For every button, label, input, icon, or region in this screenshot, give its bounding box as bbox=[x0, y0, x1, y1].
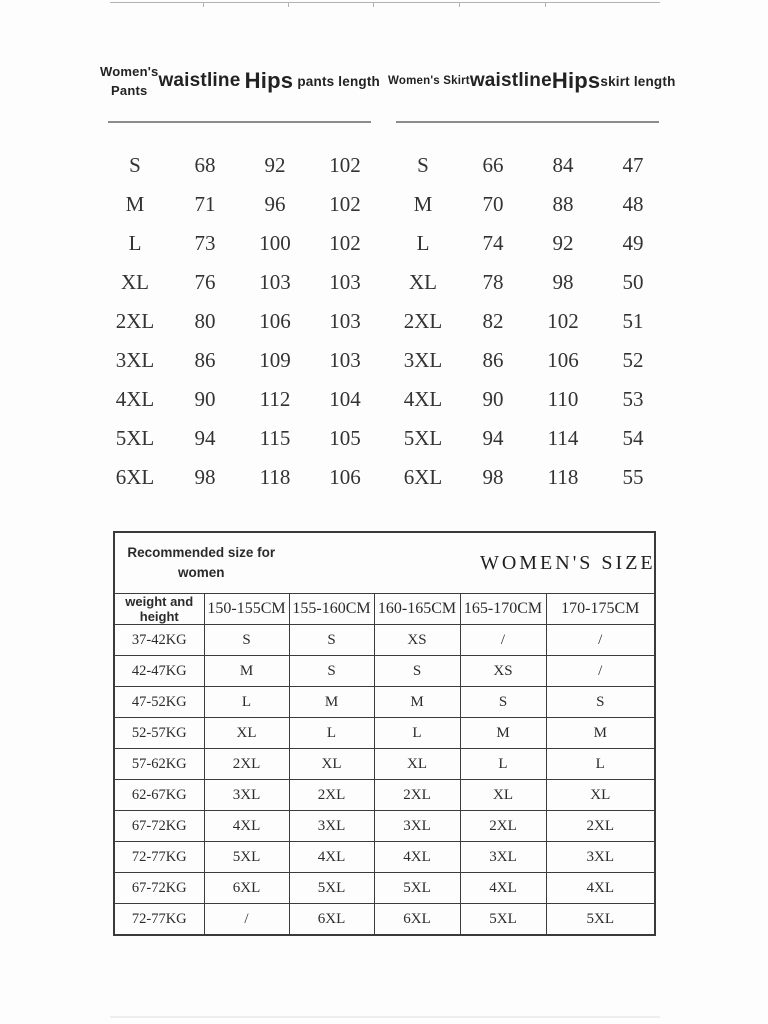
size-label: 6XL bbox=[115, 465, 155, 489]
waistline-value: 78 bbox=[482, 270, 504, 294]
size-cell: XL bbox=[289, 749, 374, 780]
waistline-value: 66 bbox=[482, 153, 504, 177]
size-row bbox=[388, 263, 668, 302]
column-header-170-175: 170-175CM bbox=[546, 594, 655, 625]
size-cell: / bbox=[546, 656, 655, 687]
pants-length-value: 103 bbox=[329, 348, 361, 372]
size-label: 4XL bbox=[403, 387, 443, 411]
skirt-length-value: 53 bbox=[622, 387, 644, 411]
skirt-length-value: 48 bbox=[622, 192, 644, 216]
size-row bbox=[388, 419, 668, 458]
size-label: XL bbox=[121, 270, 149, 294]
column-header-hips: Hips bbox=[551, 68, 601, 93]
column-header-pants-length: pants length bbox=[297, 73, 380, 89]
weight-range: 42-47KG bbox=[114, 656, 204, 687]
column-header-waistline: waistline bbox=[158, 70, 241, 91]
weight-range: 72-77KG bbox=[114, 904, 204, 936]
size-cell: 6XL bbox=[374, 904, 460, 936]
size-row bbox=[100, 380, 380, 419]
hips-value: 114 bbox=[547, 426, 579, 450]
hips-value: 98 bbox=[552, 270, 574, 294]
hips-value: 84 bbox=[552, 153, 574, 177]
hips-value: 96 bbox=[264, 192, 286, 216]
table-title-row bbox=[114, 532, 655, 594]
size-row bbox=[100, 185, 380, 224]
column-header-weight-height: weight and height bbox=[114, 594, 204, 625]
skirt-table-header bbox=[388, 55, 676, 107]
recommendation-row bbox=[114, 842, 655, 873]
pants-length-value: 103 bbox=[329, 309, 361, 333]
size-cell: 5XL bbox=[460, 904, 546, 936]
size-cell: 3XL bbox=[546, 842, 655, 873]
skirt-length-value: 52 bbox=[622, 348, 644, 372]
size-label: S bbox=[417, 153, 429, 177]
size-cell: L bbox=[546, 749, 655, 780]
pants-size-rows bbox=[100, 146, 380, 497]
size-row bbox=[100, 419, 380, 458]
recommendation-row bbox=[114, 873, 655, 904]
column-header-skirt-length: skirt length bbox=[600, 73, 676, 89]
waistline-value: 90 bbox=[482, 387, 504, 411]
recommendation-rows bbox=[114, 625, 655, 936]
size-row bbox=[388, 224, 668, 263]
size-cell: S bbox=[546, 687, 655, 718]
size-cell: 5XL bbox=[546, 904, 655, 936]
hips-value: 109 bbox=[259, 348, 291, 372]
column-header-160-165: 160-165CM bbox=[374, 594, 460, 625]
cropped-column-divider bbox=[288, 2, 289, 7]
size-cell: 3XL bbox=[289, 811, 374, 842]
size-cell: M bbox=[204, 656, 289, 687]
size-row bbox=[100, 263, 380, 302]
size-label: 5XL bbox=[403, 426, 443, 450]
waistline-value: 71 bbox=[194, 192, 216, 216]
size-row bbox=[100, 458, 380, 497]
hips-value: 118 bbox=[547, 465, 579, 489]
column-header-women-pants: Women's Pants bbox=[100, 64, 159, 98]
pants-measurements-table bbox=[100, 55, 380, 497]
title-line-1: Recommended size for bbox=[127, 545, 276, 560]
size-cell: M bbox=[289, 687, 374, 718]
column-header-155-160: 155-160CM bbox=[289, 594, 374, 625]
size-row bbox=[388, 185, 668, 224]
size-cell: XL bbox=[546, 780, 655, 811]
waistline-value: 86 bbox=[482, 348, 504, 372]
skirt-length-value: 47 bbox=[622, 153, 644, 177]
size-cell: 2XL bbox=[460, 811, 546, 842]
hips-value: 115 bbox=[259, 426, 291, 450]
skirt-length-value: 51 bbox=[622, 309, 644, 333]
size-cell: 5XL bbox=[204, 842, 289, 873]
cropped-column-divider bbox=[459, 2, 460, 7]
size-cell: XL bbox=[204, 718, 289, 749]
waistline-value: 90 bbox=[194, 387, 216, 411]
size-cell: 5XL bbox=[374, 873, 460, 904]
size-cell: S bbox=[374, 656, 460, 687]
weight-range: 47-52KG bbox=[114, 687, 204, 718]
header-underline bbox=[108, 121, 371, 123]
size-cell: L bbox=[374, 718, 460, 749]
pants-length-value: 103 bbox=[329, 270, 361, 294]
size-label: XL bbox=[409, 270, 437, 294]
weight-range: 67-72KG bbox=[114, 873, 204, 904]
size-cell: 3XL bbox=[460, 842, 546, 873]
size-row bbox=[388, 458, 668, 497]
size-cell: / bbox=[460, 625, 546, 656]
size-cell: XS bbox=[374, 625, 460, 656]
size-cell: 2XL bbox=[374, 780, 460, 811]
size-cell: XL bbox=[460, 780, 546, 811]
pants-length-value: 102 bbox=[329, 231, 361, 255]
size-label: S bbox=[129, 153, 141, 177]
recommendation-row bbox=[114, 904, 655, 936]
recommendation-row bbox=[114, 749, 655, 780]
table-header-row bbox=[114, 594, 655, 625]
cropped-column-divider bbox=[545, 2, 546, 7]
cropped-column-divider bbox=[203, 2, 204, 7]
size-label: M bbox=[125, 192, 145, 216]
pants-length-value: 105 bbox=[329, 426, 361, 450]
skirt-length-value: 50 bbox=[622, 270, 644, 294]
size-cell: 3XL bbox=[374, 811, 460, 842]
size-cell: M bbox=[460, 718, 546, 749]
skirt-length-value: 49 bbox=[622, 231, 644, 255]
waistline-value: 80 bbox=[194, 309, 216, 333]
pants-length-value: 104 bbox=[329, 387, 361, 411]
size-cell: L bbox=[289, 718, 374, 749]
waistline-value: 86 bbox=[194, 348, 216, 372]
size-cell: XL bbox=[374, 749, 460, 780]
cropped-column-divider bbox=[373, 2, 374, 7]
waistline-value: 82 bbox=[482, 309, 504, 333]
skirt-length-value: 55 bbox=[622, 465, 644, 489]
size-label: M bbox=[413, 192, 433, 216]
recommendation-row bbox=[114, 625, 655, 656]
waistline-value: 68 bbox=[194, 153, 216, 177]
hips-value: 103 bbox=[259, 270, 291, 294]
size-cell: 6XL bbox=[289, 904, 374, 936]
weight-range: 72-77KG bbox=[114, 842, 204, 873]
waistline-value: 98 bbox=[482, 465, 504, 489]
size-cell: 3XL bbox=[204, 780, 289, 811]
size-row bbox=[388, 380, 668, 419]
size-cell: 4XL bbox=[546, 873, 655, 904]
hips-value: 106 bbox=[259, 309, 291, 333]
table-title-left bbox=[115, 533, 287, 593]
size-row bbox=[100, 341, 380, 380]
column-header-hips: Hips bbox=[244, 68, 294, 93]
size-cell: 2XL bbox=[289, 780, 374, 811]
size-label: 4XL bbox=[115, 387, 155, 411]
recommendation-row bbox=[114, 656, 655, 687]
size-cell: 4XL bbox=[374, 842, 460, 873]
size-row bbox=[100, 302, 380, 341]
hips-value: 106 bbox=[547, 348, 579, 372]
waistline-value: 94 bbox=[482, 426, 504, 450]
size-cell: M bbox=[374, 687, 460, 718]
pants-length-value: 106 bbox=[329, 465, 361, 489]
recommendation-row bbox=[114, 780, 655, 811]
weight-range: 57-62KG bbox=[114, 749, 204, 780]
skirt-length-value: 54 bbox=[622, 426, 644, 450]
waistline-value: 74 bbox=[482, 231, 504, 255]
waistline-value: 70 bbox=[482, 192, 504, 216]
column-header-waistline: waistline bbox=[469, 70, 552, 91]
size-label: 5XL bbox=[115, 426, 155, 450]
waistline-value: 76 bbox=[194, 270, 216, 294]
size-cell: 2XL bbox=[204, 749, 289, 780]
hips-value: 112 bbox=[259, 387, 291, 411]
recommendation-row bbox=[114, 811, 655, 842]
size-cell: 4XL bbox=[204, 811, 289, 842]
size-row bbox=[388, 341, 668, 380]
size-cell: 4XL bbox=[460, 873, 546, 904]
pants-length-value: 102 bbox=[329, 192, 361, 216]
size-label: 3XL bbox=[403, 348, 443, 372]
size-label: 2XL bbox=[403, 309, 443, 333]
weight-range: 52-57KG bbox=[114, 718, 204, 749]
column-header-150-155: 150-155CM bbox=[204, 594, 289, 625]
size-label: 6XL bbox=[403, 465, 443, 489]
table-title-right: WOMEN'S SIZE bbox=[479, 551, 656, 574]
size-label: L bbox=[416, 231, 430, 255]
recommendation-row bbox=[114, 687, 655, 718]
size-row bbox=[100, 146, 380, 185]
hips-value: 110 bbox=[547, 387, 579, 411]
size-cell: / bbox=[546, 625, 655, 656]
pants-table-header bbox=[100, 55, 380, 107]
size-label: 3XL bbox=[115, 348, 155, 372]
recommendation-row bbox=[114, 718, 655, 749]
page-bottom-divider bbox=[110, 1016, 660, 1018]
size-cell: 5XL bbox=[289, 873, 374, 904]
size-cell: S bbox=[289, 625, 374, 656]
size-cell: L bbox=[460, 749, 546, 780]
size-row bbox=[388, 146, 668, 185]
column-header-165-170: 165-170CM bbox=[460, 594, 546, 625]
pants-length-value: 102 bbox=[329, 153, 361, 177]
size-cell: S bbox=[460, 687, 546, 718]
hips-value: 118 bbox=[259, 465, 291, 489]
size-cell: S bbox=[204, 625, 289, 656]
size-row bbox=[388, 302, 668, 341]
size-cell: L bbox=[204, 687, 289, 718]
size-cell: 6XL bbox=[204, 873, 289, 904]
recommended-size-table bbox=[113, 531, 656, 936]
hips-value: 92 bbox=[552, 231, 574, 255]
size-cell: M bbox=[546, 718, 655, 749]
hips-value: 102 bbox=[547, 309, 579, 333]
skirt-measurements-table bbox=[388, 55, 676, 497]
waistline-value: 73 bbox=[194, 231, 216, 255]
hips-value: 100 bbox=[259, 231, 291, 255]
header-underline bbox=[396, 121, 659, 123]
size-label: 2XL bbox=[115, 309, 155, 333]
hips-value: 88 bbox=[552, 192, 574, 216]
size-cell: / bbox=[204, 904, 289, 936]
size-cell: 2XL bbox=[546, 811, 655, 842]
cropped-table-border bbox=[110, 2, 660, 3]
title-line-2: women bbox=[177, 565, 225, 580]
weight-range: 67-72KG bbox=[114, 811, 204, 842]
size-cell: 4XL bbox=[289, 842, 374, 873]
size-cell: S bbox=[289, 656, 374, 687]
column-header-women-skirt: Women's Skirt bbox=[388, 75, 470, 87]
hips-value: 92 bbox=[264, 153, 286, 177]
size-label: L bbox=[128, 231, 142, 255]
size-cell: XS bbox=[460, 656, 546, 687]
weight-range: 37-42KG bbox=[114, 625, 204, 656]
waistline-value: 98 bbox=[194, 465, 216, 489]
weight-range: 62-67KG bbox=[114, 780, 204, 811]
skirt-size-rows bbox=[388, 146, 668, 497]
waistline-value: 94 bbox=[194, 426, 216, 450]
size-row bbox=[100, 224, 380, 263]
